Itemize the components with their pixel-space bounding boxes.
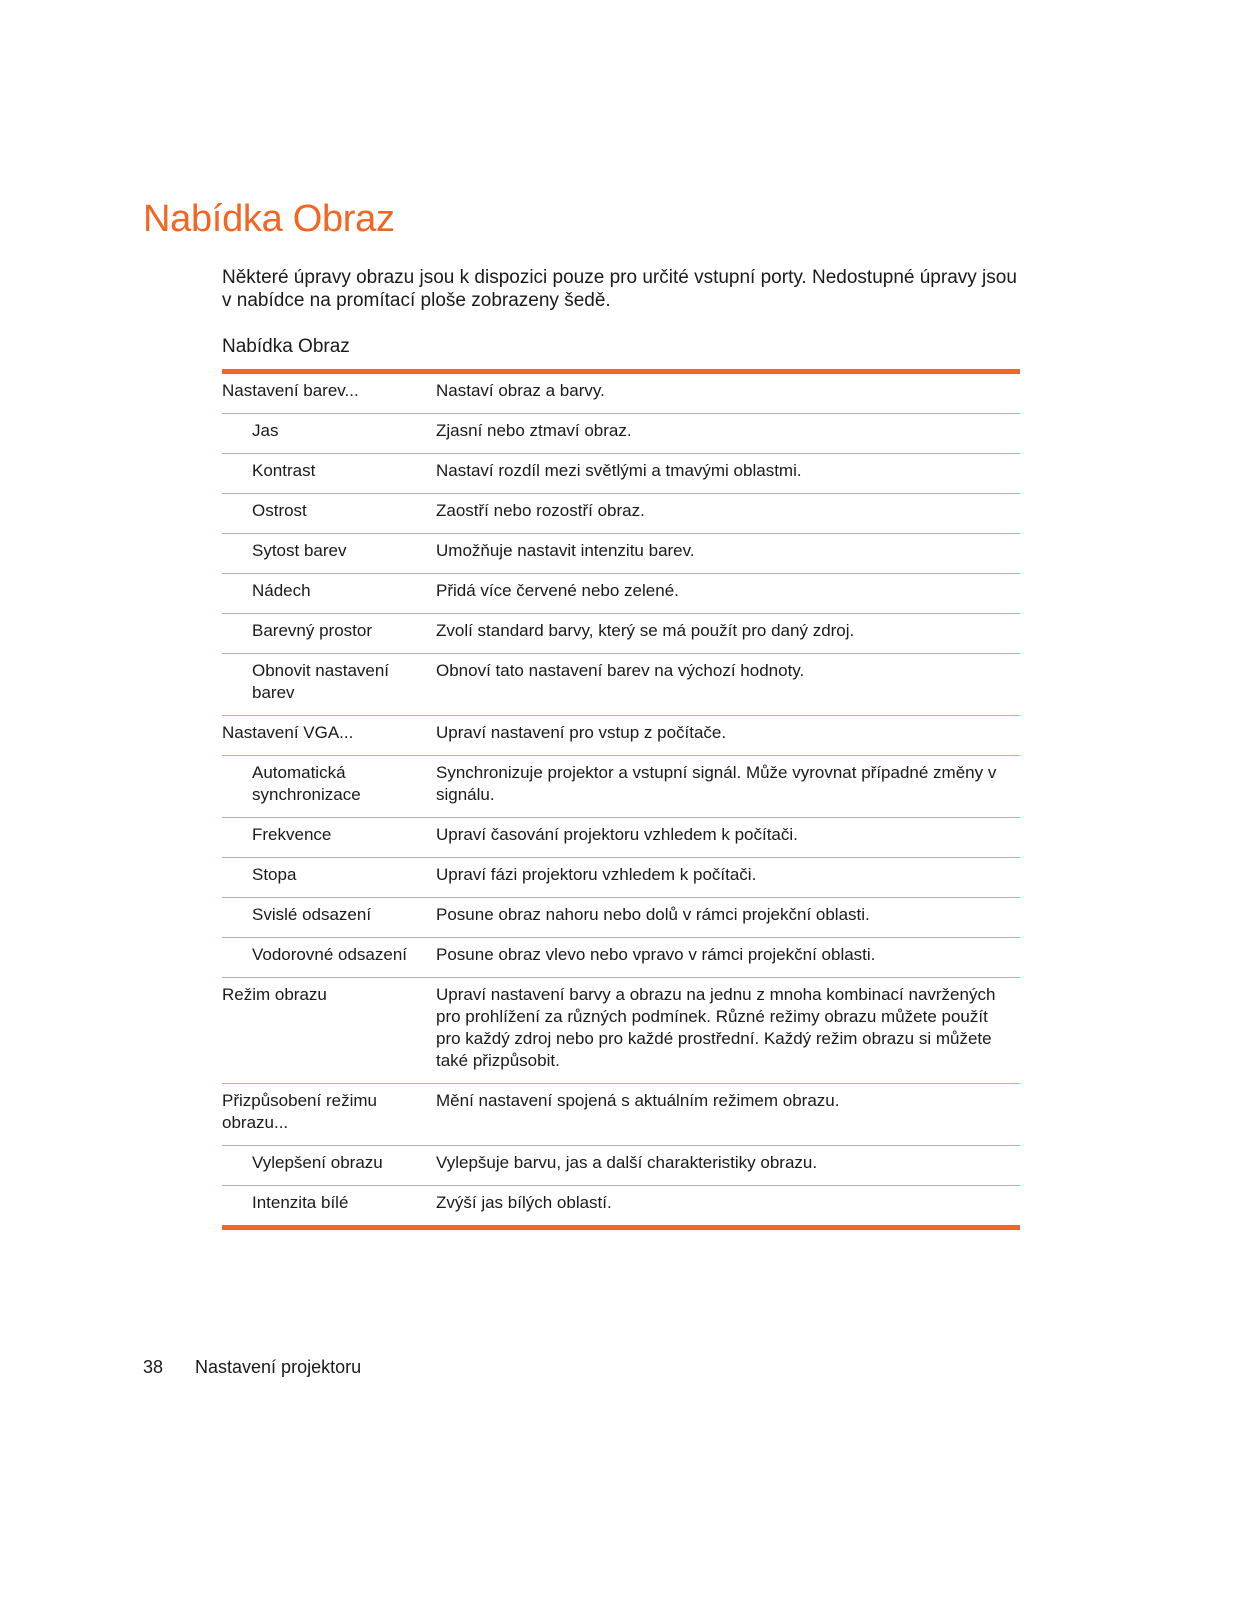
setting-name: Frekvence — [222, 818, 436, 858]
setting-name: Barevný prostor — [222, 614, 436, 654]
table-row — [222, 614, 1020, 654]
setting-description: Posune obraz vlevo nebo vpravo v rámci projekční oblasti. — [436, 938, 1020, 978]
setting-name: Režim obrazu — [222, 978, 436, 1084]
setting-name: Sytost barev — [222, 534, 436, 574]
setting-name: Nastavení VGA... — [222, 716, 436, 756]
setting-description: Mění nastavení spojená s aktuálním režimem obrazu. — [436, 1084, 1020, 1146]
setting-description: Upraví časování projektoru vzhledem k počítači. — [436, 818, 1020, 858]
setting-description: Posune obraz nahoru nebo dolů v rámci projekční oblasti. — [436, 898, 1020, 938]
setting-name: Ostrost — [222, 494, 436, 534]
setting-description: Vylepšuje barvu, jas a další charakteristiky obrazu. — [436, 1146, 1020, 1186]
table-row — [222, 494, 1020, 534]
footer-section-name: Nastavení projektoru — [195, 1357, 362, 1377]
table-row — [222, 716, 1020, 756]
table-row — [222, 1084, 1020, 1146]
setting-name: Obnovit nastavení barev — [222, 654, 436, 716]
setting-description: Umožňuje nastavit intenzitu barev. — [436, 534, 1020, 574]
setting-description: Zvýší jas bílých oblastí. — [436, 1186, 1020, 1228]
table-row — [222, 454, 1020, 494]
setting-name: Automatická synchronizace — [222, 756, 436, 818]
setting-name: Svislé odsazení — [222, 898, 436, 938]
table-row — [222, 756, 1020, 818]
setting-name: Nastavení barev... — [222, 381, 359, 400]
setting-name: Vodorovné odsazení — [222, 938, 436, 978]
table-row — [222, 898, 1020, 938]
table-row — [222, 818, 1020, 858]
setting-name: Vylepšení obrazu — [222, 1146, 436, 1186]
table-row — [222, 534, 1020, 574]
setting-description: Obnoví tato nastavení barev na výchozí hodnoty. — [436, 654, 1020, 716]
table-row — [222, 938, 1020, 978]
table-caption: Nabídka Obraz — [222, 336, 350, 357]
table-row — [222, 1186, 1020, 1228]
setting-description: Nastaví obraz a barvy. — [436, 381, 605, 400]
setting-description: Synchronizuje projektor a vstupní signál. Může vyrovnat případné změny v signálu. — [436, 756, 1020, 818]
setting-name: Stopa — [222, 858, 436, 898]
table-row — [222, 1146, 1020, 1186]
setting-name: Intenzita bílé — [222, 1186, 436, 1228]
table-row — [222, 858, 1020, 898]
setting-name: Přizpůsobení režimu obrazu... — [222, 1084, 436, 1146]
table-row — [222, 574, 1020, 614]
setting-name: Jas — [222, 414, 436, 454]
setting-description: Zaostří nebo rozostří obraz. — [436, 494, 1020, 534]
setting-name: Kontrast — [222, 454, 436, 494]
page-footer — [143, 1357, 361, 1378]
table-row — [222, 654, 1020, 716]
table-row — [222, 978, 1020, 1084]
setting-description: Zvolí standard barvy, který se má použít pro daný zdroj. — [436, 614, 1020, 654]
setting-name: Nádech — [222, 574, 436, 614]
table-row — [222, 414, 1020, 454]
setting-description: Upraví fázi projektoru vzhledem k počítači. — [436, 858, 1020, 898]
page-title: Nabídka Obraz — [143, 198, 395, 240]
setting-description: Upraví nastavení barvy a obrazu na jednu z mnoha kombinací navržených pro prohlížení za různých podmínek. Různé režimy obrazu můžete použít pro každý zdroj nebo pro každé prostřední. Každý režim obrazu si můžete také přizpůsobit. — [436, 978, 1020, 1084]
setting-description: Upraví nastavení pro vstup z počítače. — [436, 716, 1020, 756]
picture-menu-table — [222, 369, 1020, 1230]
table-row — [222, 372, 1020, 414]
setting-description: Nastaví rozdíl mezi světlými a tmavými oblastmi. — [436, 454, 1020, 494]
setting-description: Zjasní nebo ztmaví obraz. — [436, 414, 1020, 454]
setting-description: Přidá více červené nebo zelené. — [436, 574, 1020, 614]
page-number: 38 — [143, 1357, 164, 1377]
intro-paragraph: Některé úpravy obrazu jsou k dispozici pouze pro určité vstupní porty. Nedostupné úpravy jsou v nabídce na promítací ploše zobrazeny šedě. — [222, 267, 1017, 311]
